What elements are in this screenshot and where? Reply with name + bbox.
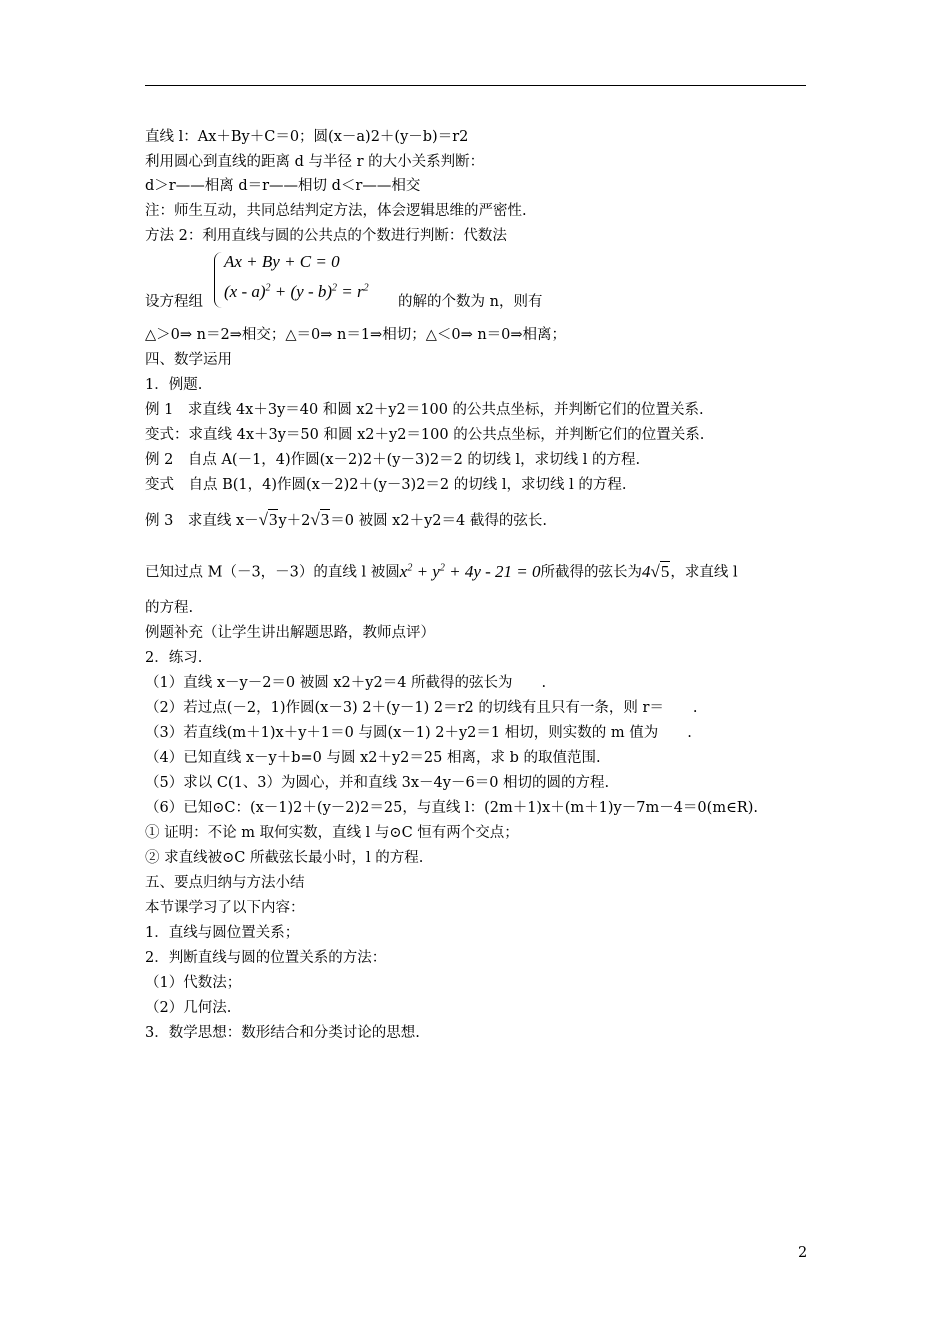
page-number: 2 xyxy=(798,1245,808,1261)
text-line: 例 1 求直线 4x＋3y＝40 和圆 x2＋y2＝100 的公共点坐标，并判断它们的位置关系. xyxy=(145,402,704,418)
text-line: 利用圆心到直线的距离 d 与半径 r 的大小关系判断： xyxy=(145,154,485,170)
text-line: （4）已知直线 x－y＋b=0 与圆 x2＋y2＝25 相离，求 b 的取值范围. xyxy=(145,750,601,766)
text-line: 的解的个数为 n，则有 xyxy=(398,294,543,310)
text-line: （5）求以 C(1、3）为圆心，并和直线 3x－4y－6＝0 相切的圆的方程. xyxy=(145,775,610,791)
brace-symbol xyxy=(214,252,223,308)
text-line: 方法 2：利用直线与圆的公共点的个数进行判断：代数法 xyxy=(145,228,507,244)
text-line: 2．练习. xyxy=(145,650,203,666)
text-line: 注：师生互动，共同总结判定方法，体会逻辑思维的严密性. xyxy=(145,203,527,219)
text-line: d＞r——相离 d＝r——相切 d＜r——相交 xyxy=(145,178,421,194)
section-heading: 五、要点归纳与方法小结 xyxy=(145,875,305,891)
text-line: 本节课学习了以下内容： xyxy=(145,900,305,916)
text-line: 已知过点 M（－3，－3）的直线 l 被圆$x^2 + y^2 + 4y - 21 = 0$所截得的弦长为4√5，求直线 l xyxy=(145,561,738,581)
text-line: 例 2 自点 A(－1，4)作圆(x－2)2＋(y－3)2＝2 的切线 l，求切线 l 的方程. xyxy=(145,452,641,468)
sqrt-symbol: √3 xyxy=(258,510,278,529)
text-line: ① 证明：不论 m 取何实数，直线 l 与⊙C 恒有两个交点； xyxy=(145,825,519,841)
text-line: 变式 自点 B(1，4)作圆(x－2)2＋(y－3)2＝2 的切线 l，求切线 l 的方程. xyxy=(145,477,627,493)
text-line: 直线 l：Ax＋By＋C＝0；圆(x－a)2＋(y－b)＝r2 xyxy=(145,129,469,145)
sqrt-symbol: √3 xyxy=(310,510,330,529)
text-line: （2）若过点(－2，1)作圆(x－3) 2＋(y－1) 2＝r2 的切线有且只有一条，则 r＝ . xyxy=(145,700,698,716)
text-line: 例题补充（让学生讲出解题思路，教师点评） xyxy=(145,625,435,641)
text-line: 设方程组 xyxy=(145,294,203,310)
header-rule xyxy=(145,85,806,86)
text-line: ② 求直线被⊙C 所截弦长最小时，l 的方程. xyxy=(145,850,424,866)
text-line: （6）已知⊙C：(x－1)2＋(y－2)2＝25，与直线 l：(2m＋1)x＋(m＋1)y－7m－4＝0(m∈R). xyxy=(145,800,758,816)
circle-equation: $x^2 + y^2 + 4y - 21 = 0$ xyxy=(399,561,541,581)
equation-system xyxy=(214,252,394,308)
text-line: △＞0⇒ n＝2⇒相交；△＝0⇒ n＝1⇒相切；△＜0⇒ n＝0⇒相离； xyxy=(145,327,567,343)
text-line: 2．判断直线与圆的位置关系的方法： xyxy=(145,950,387,966)
section-heading: 四、数学运用 xyxy=(145,352,232,368)
text-line: 3．数学思想：数形结合和分类讨论的思想. xyxy=(145,1025,420,1041)
text-line: 例 3 求直线 x－√3y＋2√3＝0 被圆 x2＋y2＝4 截得的弦长. xyxy=(145,510,547,529)
text-line: （1）代数法； xyxy=(145,975,242,991)
equation-line: Ax + By + C = 0 xyxy=(224,252,340,271)
text-line: （2）几何法. xyxy=(145,1000,232,1016)
equation-line: $(x - a)^2 + (y - b)^2 = r^2$ xyxy=(224,282,369,301)
text-line: 变式：求直线 4x＋3y＝50 和圆 x2＋y2＝100 的公共点坐标，并判断它们的位置关系. xyxy=(145,427,705,443)
chord-length: 4√5 xyxy=(642,561,670,581)
text-line: （1）直线 x－y－2＝0 被圆 x2＋y2＝4 所截得的弦长为 . xyxy=(145,675,547,691)
text-line: 1．直线与圆位置关系； xyxy=(145,925,300,941)
text-line: 1．例题. xyxy=(145,377,203,393)
text-line: 的方程. xyxy=(145,600,194,616)
text-line: （3）若直线(m＋1)x＋y＋1＝0 与圆(x－1) 2＋y2＝1 相切，则实数的 m 值为 . xyxy=(145,725,692,741)
